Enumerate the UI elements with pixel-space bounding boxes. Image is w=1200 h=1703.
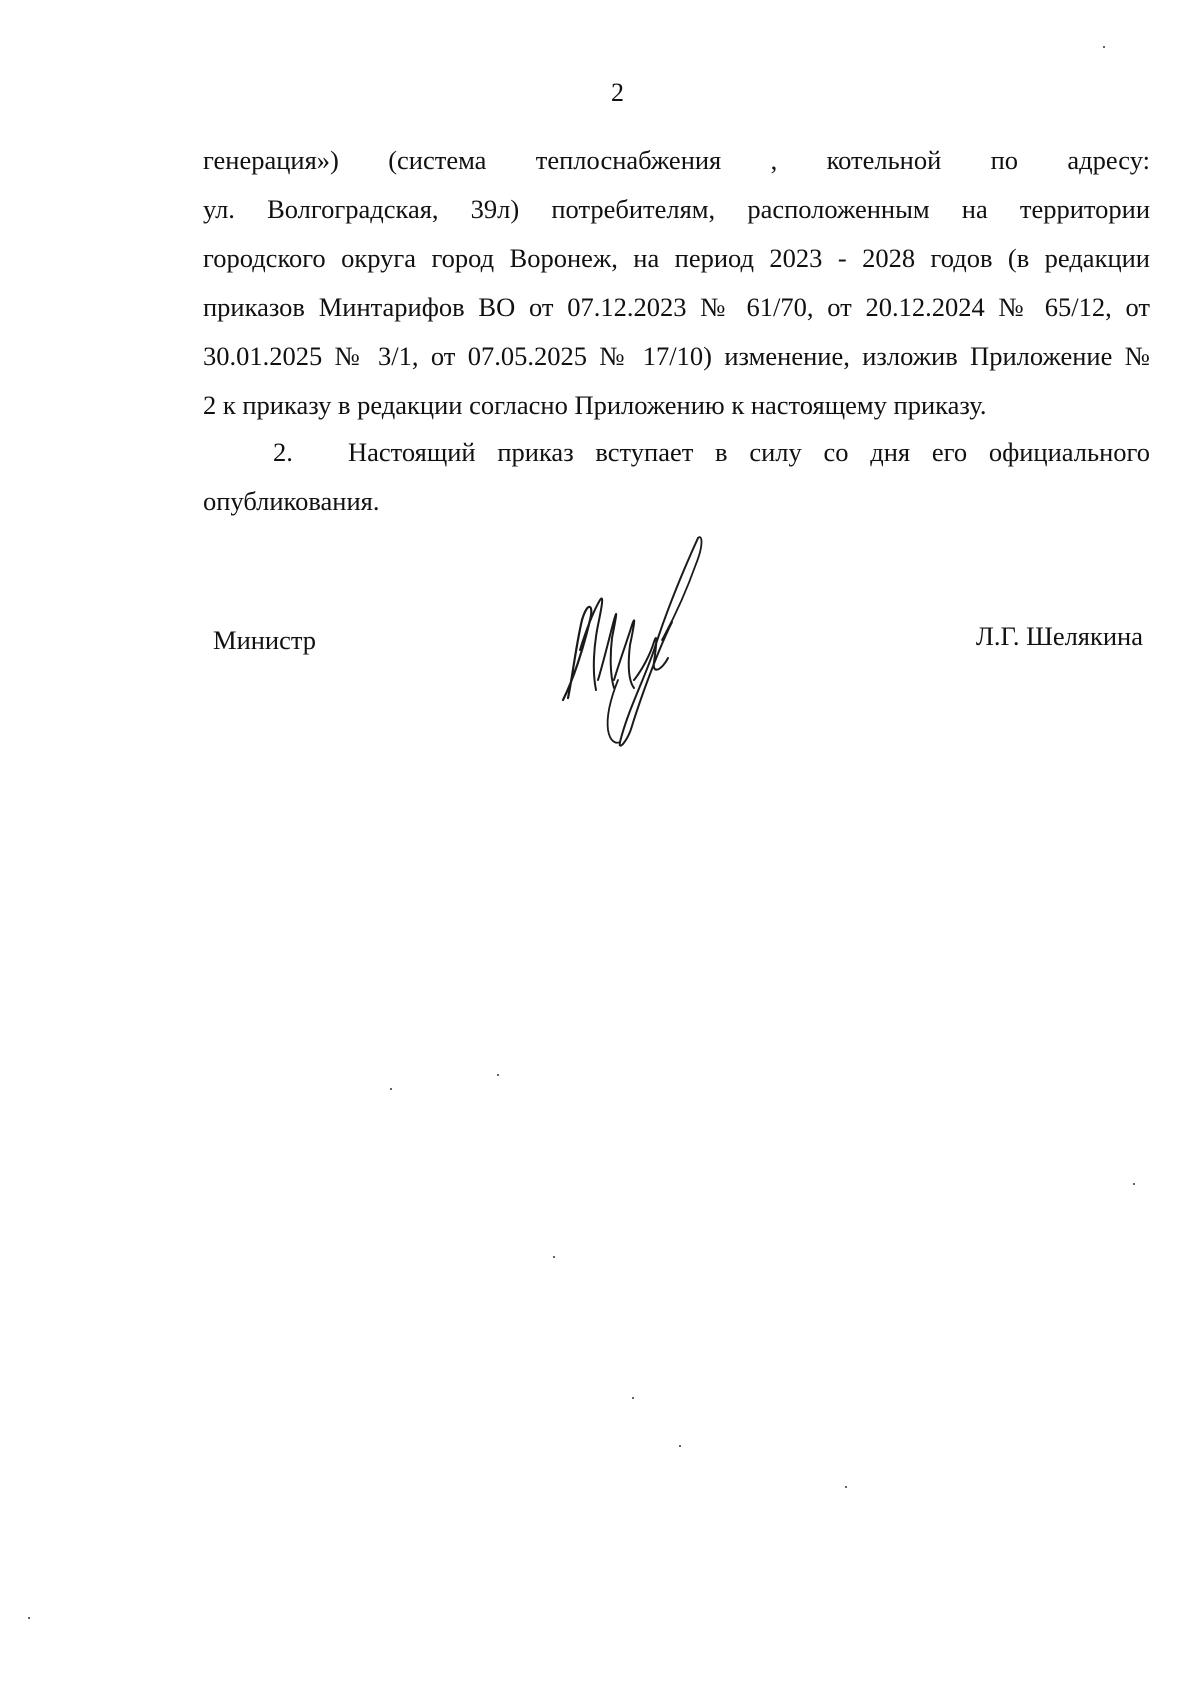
- paragraph-1-line: генерация») (система теплоснабжения , котельной по адресу:: [203, 145, 1150, 175]
- handwritten-signature: [558, 530, 708, 750]
- position-title: Министр: [213, 625, 317, 655]
- item-number: 2.: [273, 437, 293, 467]
- scan-speck: [632, 1397, 634, 1399]
- paragraph-1: [203, 136, 1150, 430]
- signatory-name: Л.Г. Шелякина: [975, 621, 1143, 651]
- paragraph-2: [203, 428, 1150, 526]
- paragraph-2-first-line: [203, 428, 1150, 477]
- paragraph-1-line: 30.01.2025 № 3/1, от 07.05.2025 № 17/10) изменение, изложив Приложение №: [203, 341, 1150, 371]
- scan-speck: [845, 1486, 847, 1488]
- scan-speck: [553, 1256, 555, 1258]
- scan-speck: [1103, 46, 1105, 48]
- paragraph-1-line: ул. Волгоградская, 39л) потребителям, расположенным на территории: [203, 194, 1150, 224]
- scan-speck: [390, 1088, 392, 1090]
- scan-speck: [1133, 1183, 1135, 1185]
- signature-block: [213, 621, 1143, 765]
- paragraph-2-second-line: опубликования.: [203, 486, 380, 516]
- paragraph-1-line: городского округа город Воронеж, на период 2023 - 2028 годов (в редакции: [203, 243, 1150, 273]
- paragraph-1-line: приказов Минтарифов ВО от 07.12.2023 № 61/70, от 20.12.2024 № 65/12, от: [203, 292, 1150, 322]
- scan-speck: [497, 1074, 499, 1076]
- paragraph-2-text: Настоящий приказ вступает в силу со дня его официального: [348, 437, 1150, 467]
- paragraph-1-line: 2 к приказу в редакции согласно Приложению к настоящему приказу.: [203, 390, 987, 420]
- scan-speck: [679, 1445, 681, 1447]
- page-number: 2: [611, 78, 624, 107]
- scan-speck: [28, 1617, 30, 1619]
